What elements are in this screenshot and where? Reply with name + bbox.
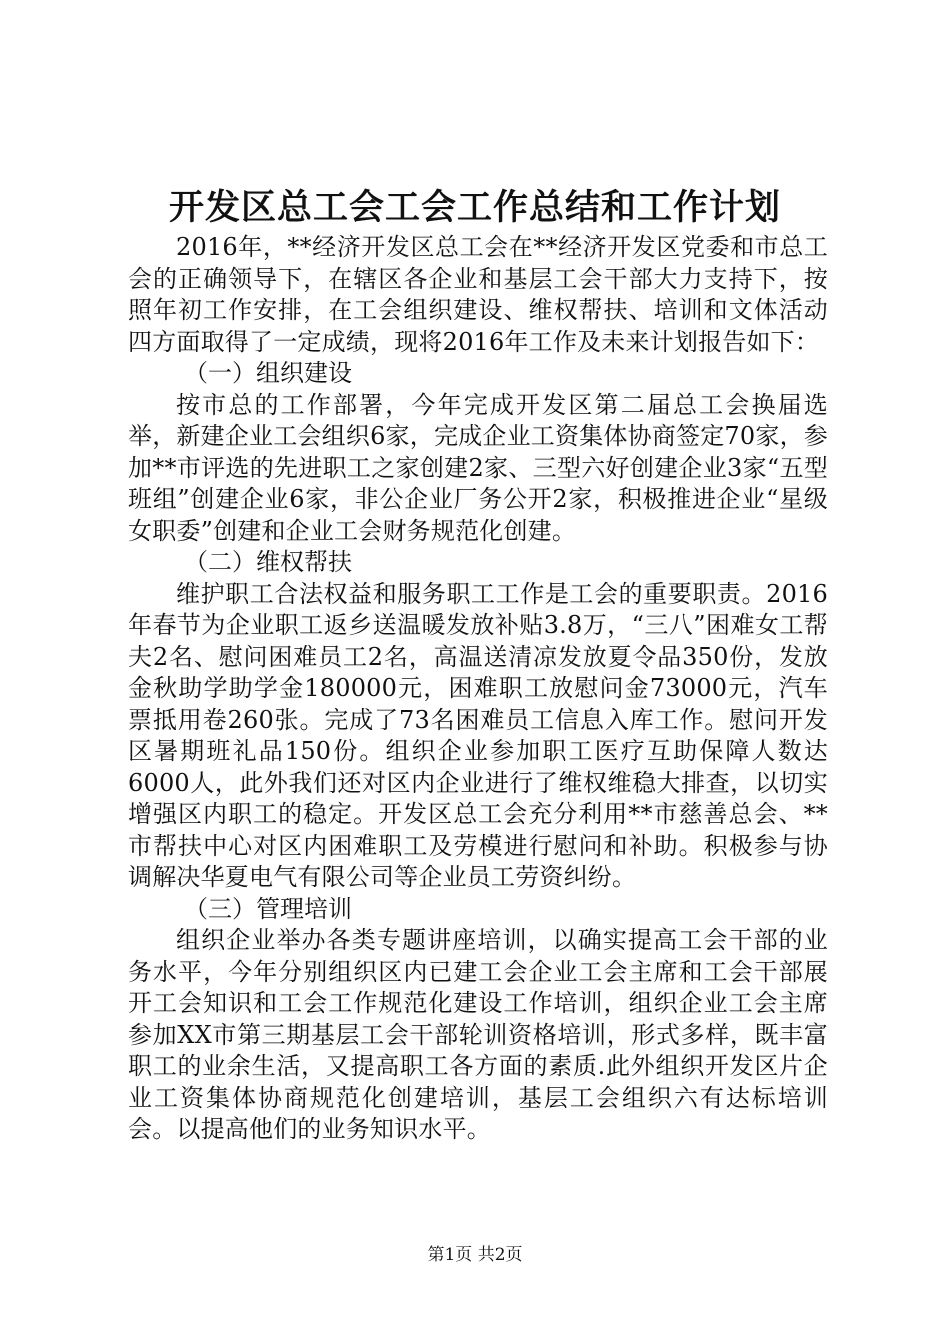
section-heading-rights: （二）维权帮扶 <box>184 548 352 576</box>
intro-paragraph: 2016年，**经济开发区总工会在**经济开发区党委和市总工会的正确领导下，在辖区各企业和基层工会干部大力支持下，按照年初工作安排，在工会组织建设、维权帮扶、培训和文体活动四方面取得了一定成绩，现将2016年工作及未来计划报告如下： <box>128 233 828 356</box>
document-body <box>128 232 828 1146</box>
section-body-training: 组织企业举办各类专题讲座培训，以确实提高工会干部的业务水平，今年分别组织区内已建工会企业工会主席和工会干部展开工会知识和工会工作规范化建设工作培训，组织企业工会主席参加XX市第三期基层工会干部轮训资格培训，形式多样，既丰富职工的业余生活，又提高职工各方面的素质.此外组织开发区片企业工资集体协商规范化创建培训，基层工会组织六有达标培训会。以提高他们的业务知识水平。 <box>128 926 828 1143</box>
section-body-organization: 按市总的工作部署，今年完成开发区第二届总工会换届选举，新建企业工会组织6家，完成企业工资集体协商签定70家，参加**市评选的先进职工之家创建2家、三型六好创建企业3家“五型班组”创建企业6家，非公企业厂务公开2家，积极推进企业“星级女职委”创建和企业工会财务规范化创建。 <box>128 390 828 545</box>
document-title: 开发区总工会工会工作总结和工作计划 <box>168 188 781 228</box>
section-body-rights: 维护职工合法权益和服务职工工作是工会的重要职责。2016年春节为企业职工返乡送温暖发放补贴3.8万，“三八”困难女工帮夫2名、慰问困难员工2名，高温送清凉发放夏令品350份，发放金秋助学助学金180000元，困难职工放慰问金73000元，汽车票抵用卷260张。完成了73名困难员工信息入库工作。慰问开发区暑期班礼品150份。组织企业参加职工医疗互助保障人数达6000人，此外我们还对区内企业进行了维权维稳大排查，以切实增强区内职工的稳定。开发区总工会充分利用**市慈善总会、**市帮扶中心对区内困难职工及劳模进行慰问和补助。积极参与协调解决华夏电气有限公司等企业员工劳资纠纷。 <box>128 579 828 891</box>
section-heading-training: （三）管理培训 <box>184 894 352 923</box>
section-heading-organization: （一）组织建设 <box>184 359 352 387</box>
page-footer: 第1页 共2页 <box>427 1245 523 1265</box>
